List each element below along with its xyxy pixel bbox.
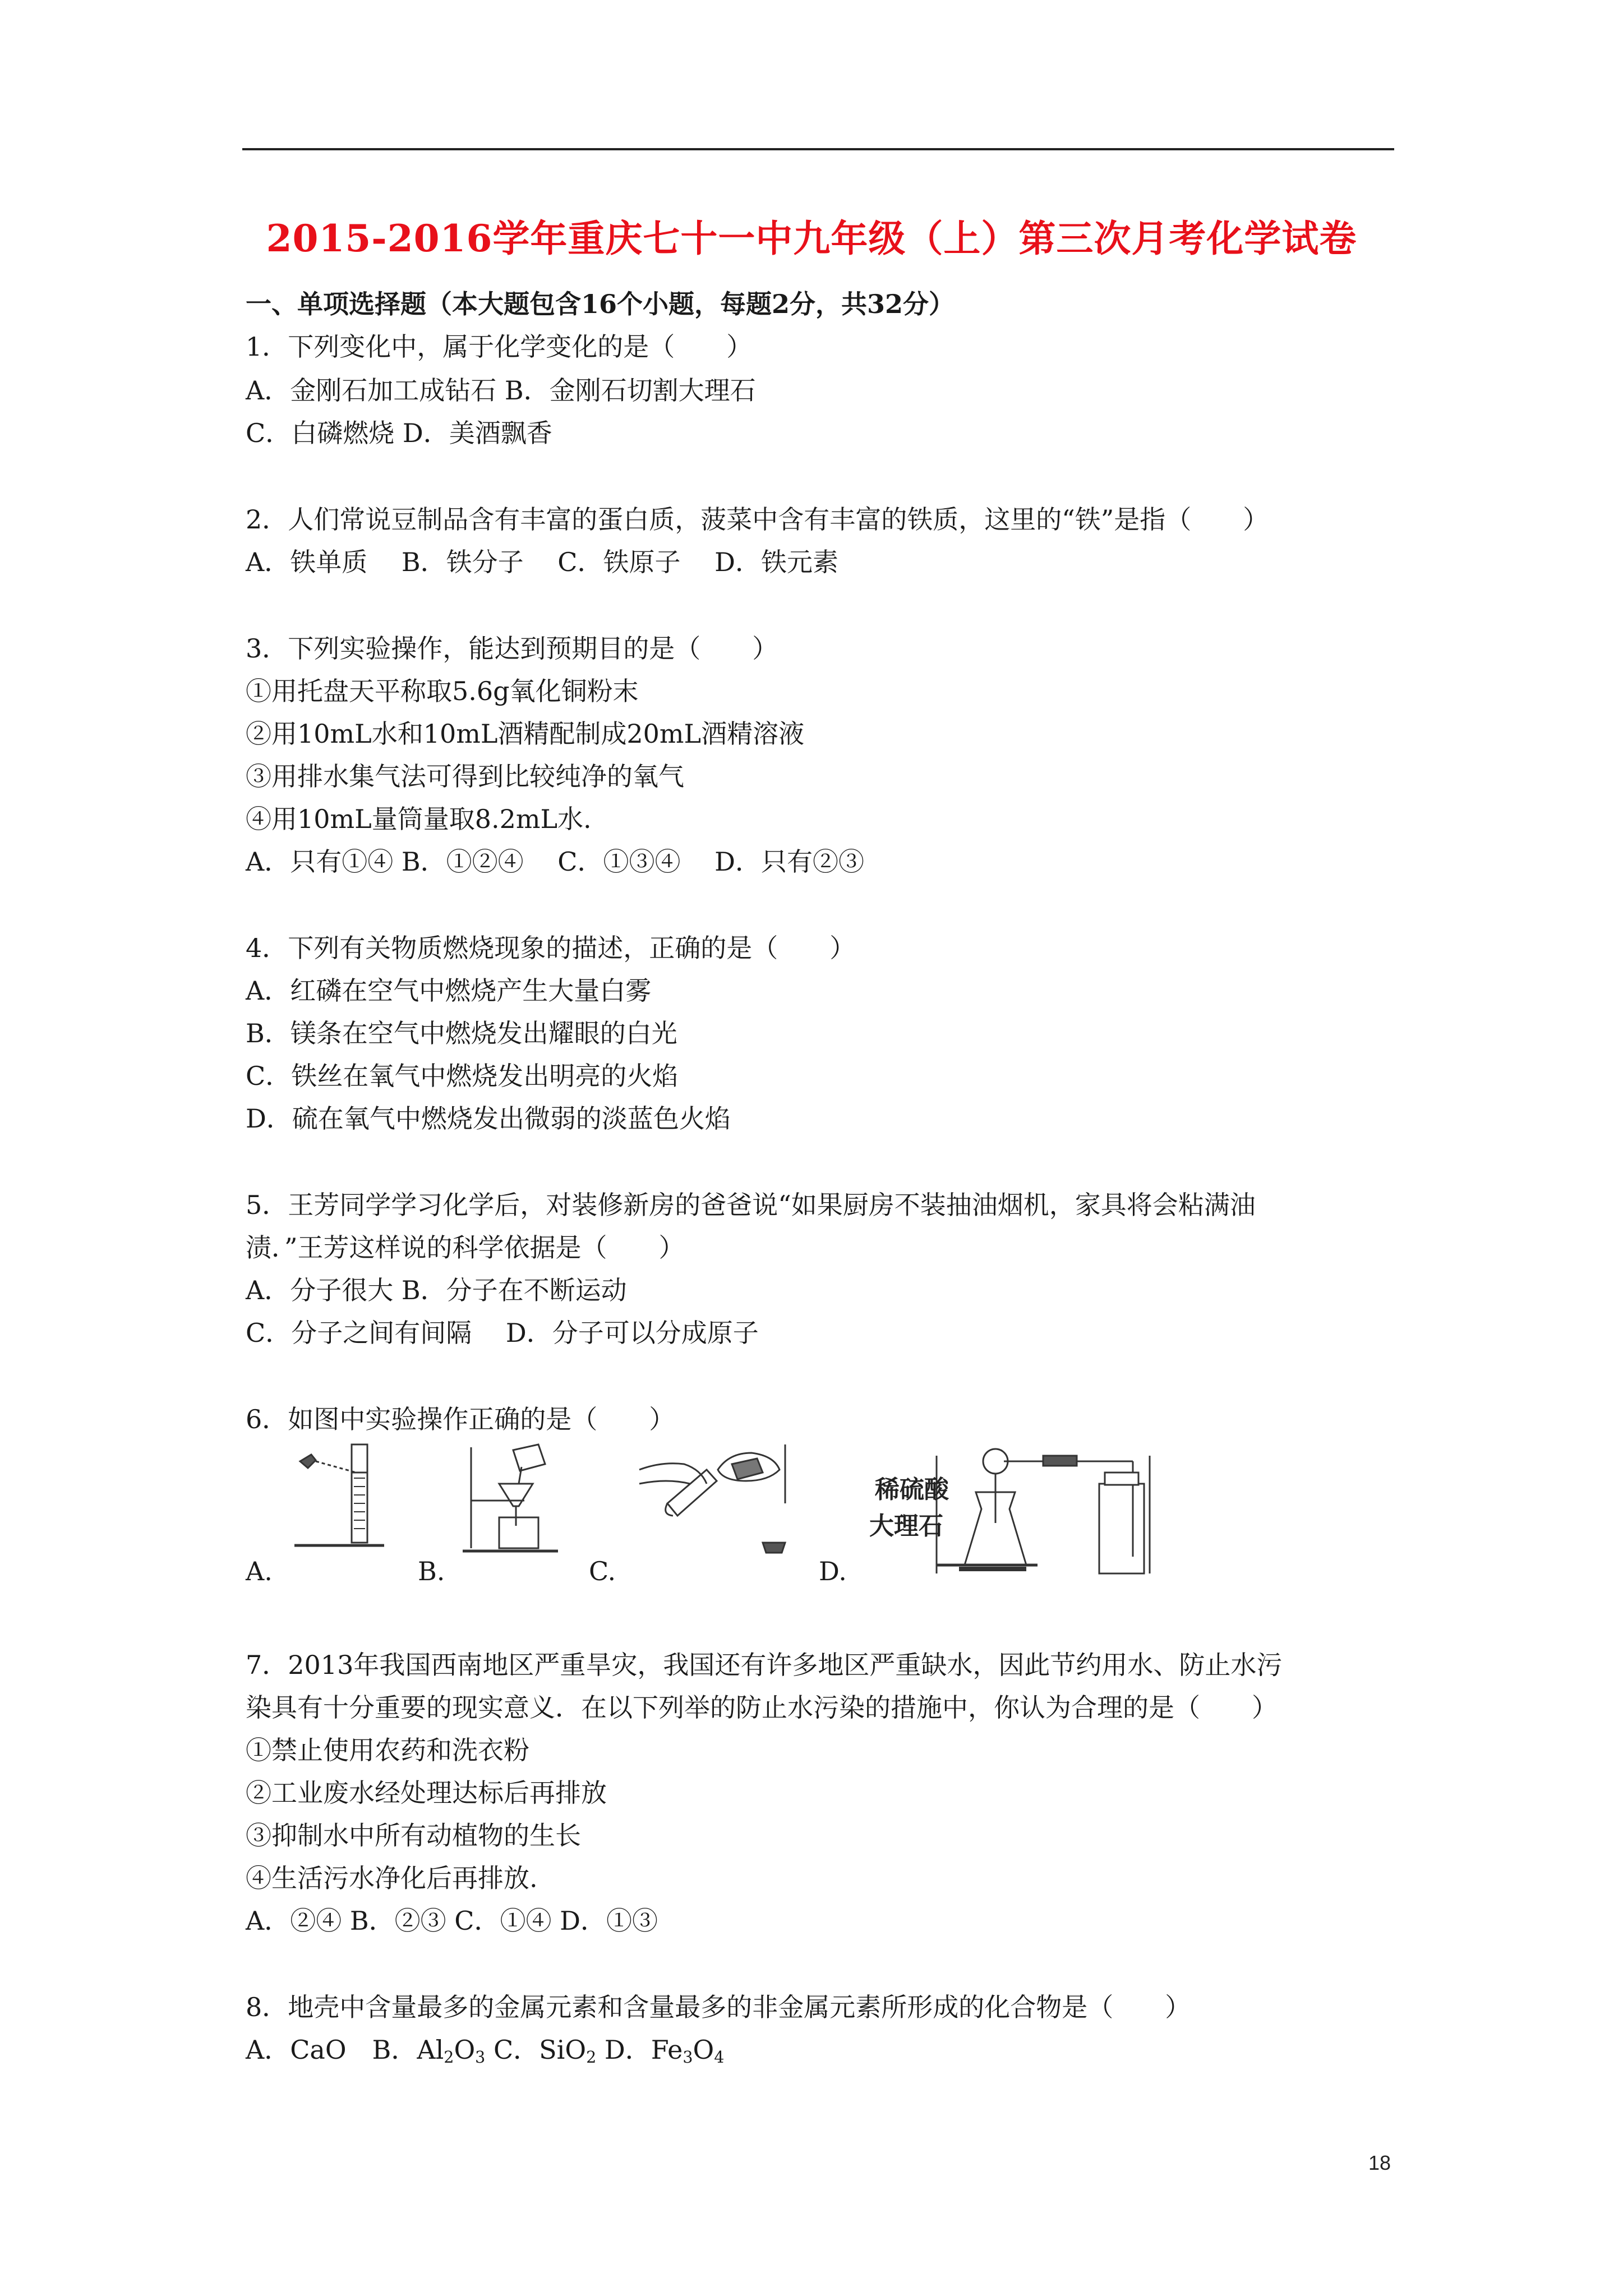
q8-stem: 8．地壳中含量最多的金属元素和含量最多的非金属元素所形成的化合物是（ ） [246,1992,1191,2022]
q6-label-a: A. [246,1556,273,1586]
q2-stem: 2．人们常说豆制品含有丰富的蛋白质，菠菜中含有丰富的铁质，这里的“铁”是指（ ） [246,504,1269,535]
q3-item-2: ②用10mL水和10mL酒精配制成20mL酒精溶液 [246,719,805,749]
q1-options-ab: A．金刚石加工成钻石 B．金刚石切割大理石 [246,375,756,406]
q3-item-1: ①用托盘天平称取5.6g氧化铜粉末 [246,676,639,706]
section-heading: 一、单项选择题（本大题包含16个小题，每题2分，共32分） [246,289,955,319]
q3-item-3: ③用排水集气法可得到比较纯净的氧气 [246,761,684,792]
q6-label-c: C. [589,1556,616,1586]
q8-options [246,2033,724,2074]
q5-options-ab: A．分子很大 B．分子在不断运动 [246,1275,627,1305]
q7-item-1: ①禁止使用农药和洗衣粉 [246,1735,529,1765]
page-number: 18 [1368,2151,1391,2174]
q6-stem: 6．如图中实验操作正确的是（ ） [246,1404,675,1434]
q4-option-c: C．铁丝在氧气中燃烧发出明亮的火焰 [246,1061,679,1091]
q6-label-d: D. [819,1556,847,1586]
figure-b-filtration [457,1439,569,1557]
q7-item-2: ②工业废水经处理达标后再排放 [246,1778,607,1808]
q8-option-b: $Al_2O_3$ [417,2035,486,2067]
q7-stem-line2: 染具有十分重要的现实意义．在以下列举的防止水污染的措施中，你认为合理的是（ ） [246,1692,1278,1723]
q8-option-d: D．$Fe_3O_4$ [604,2035,725,2067]
q7-stem-line1: 7．2013年我国西南地区严重旱灾，我国还有许多地区严重缺水，因此节约用水、防止水污 [246,1650,1283,1680]
q2-options: A．铁单质 B．铁分子 C．铁原子 D．铁元素 [246,547,838,577]
q6-label-b: B. [418,1556,445,1586]
q5-options-cd: C．分子之间有间隔 D．分子可以分成原子 [246,1318,759,1348]
q7-item-4: ④生活污水净化后再排放. [246,1863,538,1893]
q4-option-a: A．红磷在空气中燃烧产生大量白雾 [246,976,652,1006]
top-rule [242,148,1394,150]
q8-option-c: C．SiO$_2$ [493,2035,597,2067]
q4-option-b: B．镁条在空气中燃烧发出耀眼的白光 [246,1018,677,1048]
figure-d-gas-apparatus [864,1439,1155,1585]
q5-stem-line2: 渍．”王芳这样说的科学依据是（ ） [246,1232,685,1263]
q1-options-cd: C．白磷燃烧 D．美酒飘香 [246,418,552,448]
q4-stem: 4．下列有关物质燃烧现象的描述，正确的是（ ） [246,933,856,963]
q4-option-d: D．硫在氧气中燃烧发出微弱的淡蓝色火焰 [246,1103,731,1134]
q3-options: A．只有①④ B．①②④ C．①③④ D．只有②③ [246,846,864,877]
q3-item-4: ④用10mL量筒量取8.2mL水. [246,804,592,834]
q5-stem-line1: 5．王芳同学学习化学后，对装修新房的爸爸说“如果厨房不装抽油烟机，家具将会粘满油 [246,1190,1256,1220]
q8-option-a: A．CaO B． [246,2035,417,2065]
q7-options: A．②④ B．②③ C．①④ D．①③ [246,1906,658,1936]
label-dilute-sulfuric-acid: 稀硫酸 [875,1476,949,1503]
figure-a-reading-cylinder [289,1439,390,1551]
figure-c-adding-solid [634,1436,796,1565]
q7-item-3: ③抑制水中所有动植物的生长 [246,1820,581,1851]
exam-title: 2015-2016学年重庆七十一中九年级（上）第三次月考化学试卷 [266,217,1357,260]
q3-stem: 3．下列实验操作，能达到预期目的是（ ） [246,633,778,664]
label-marble: 大理石 [869,1512,943,1540]
q1-stem: 1．下列变化中，属于化学变化的是（ ） [246,332,753,362]
